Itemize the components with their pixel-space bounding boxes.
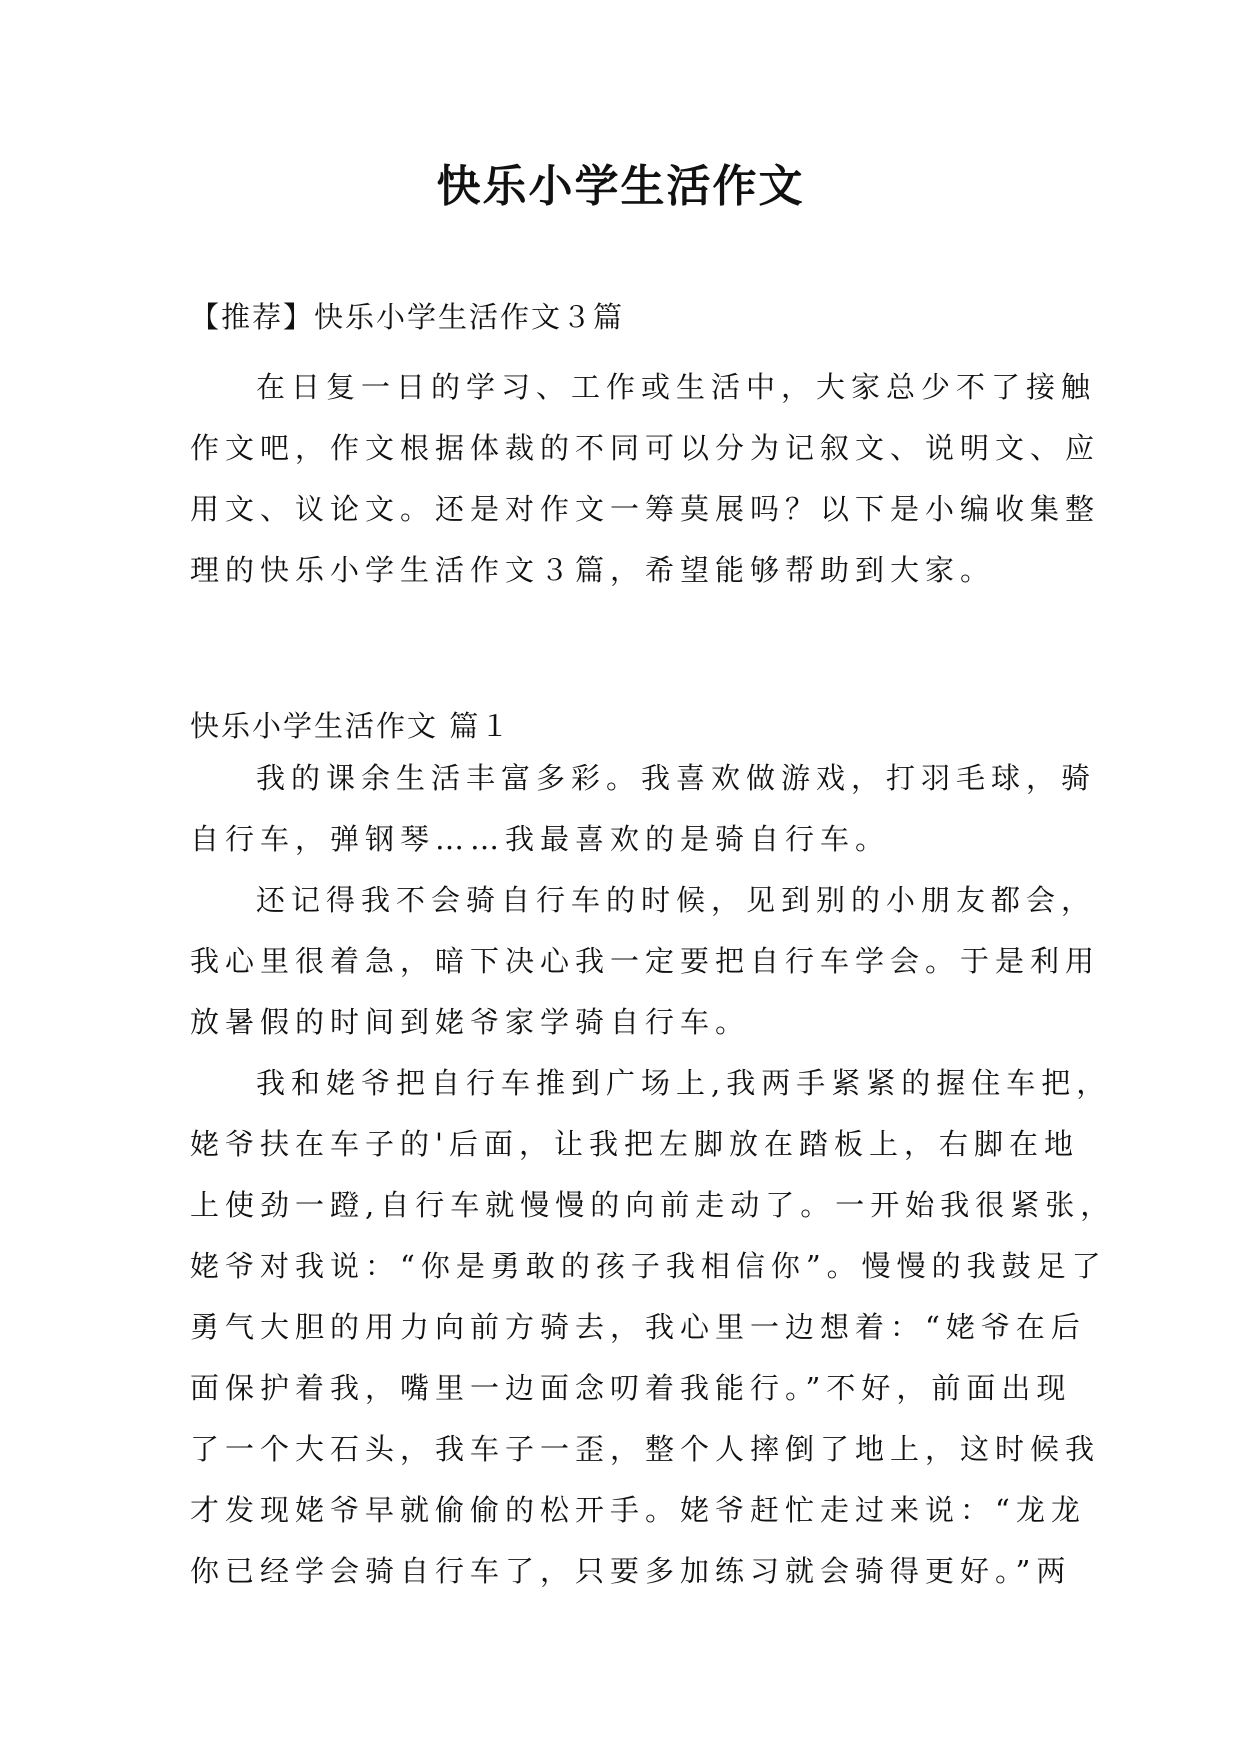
intro-paragraph bbox=[190, 357, 1101, 601]
paragraph-line: 才发现姥爷早就偷偷的松开手。姥爷赶忙走过来说：“龙龙 bbox=[190, 1493, 1086, 1527]
paragraph-line: 姥爷扶在车子的'后面，让我把左脚放在踏板上，右脚在地 bbox=[190, 1127, 1079, 1161]
document-title: 快乐小学生活作文 bbox=[436, 161, 805, 212]
paragraph-line: 还记得我不会骑自行车的时候，见到别的小朋友都会， bbox=[256, 883, 1097, 917]
paragraph-line: 我心里很着急，暗下决心我一定要把自行车学会。于是利用 bbox=[190, 944, 1101, 978]
document-subtitle: 【推荐】快乐小学生活作文３篇 bbox=[190, 300, 625, 334]
paragraph-line: 放暑假的时间到姥爷家学骑自行车。 bbox=[190, 1005, 751, 1039]
paragraph-line: 勇气大胆的用力向前方骑去，我心里一边想着：“姥爷在后 bbox=[190, 1310, 1086, 1344]
paragraph-line: 理的快乐小学生活作文３篇，希望能够帮助到大家。 bbox=[190, 553, 996, 587]
body-paragraph-3 bbox=[190, 1053, 1116, 1602]
paragraph-line: 用文、议论文。还是对作文一筹莫展吗？以下是小编收集整 bbox=[190, 492, 1101, 526]
paragraph-line: 作文吧，作文根据体裁的不同可以分为记叙文、说明文、应 bbox=[190, 431, 1101, 465]
paragraph-line: 我的课余生活丰富多彩。我喜欢做游戏，打羽毛球，骑 bbox=[256, 761, 1097, 795]
section-heading: 快乐小学生活作文 篇１ bbox=[190, 709, 512, 743]
paragraph-line: 自行车，弹钢琴……我最喜欢的是骑自行车。 bbox=[190, 822, 891, 856]
body-paragraph-1 bbox=[190, 748, 1097, 870]
paragraph-line: 面保护着我，嘴里一边面念叨着我能行。”不好，前面出现 bbox=[190, 1371, 1072, 1405]
paragraph-line: 姥爷对我说：“你是勇敢的孩子我相信你”。慢慢的我鼓足了 bbox=[190, 1249, 1107, 1283]
paragraph-line: 在日复一日的学习、工作或生活中，大家总少不了接触 bbox=[256, 370, 1097, 404]
paragraph-line: 我和姥爷把自行车推到广场上,我两手紧紧的握住车把， bbox=[256, 1066, 1112, 1100]
paragraph-line: 上使劲一蹬,自行车就慢慢的向前走动了。一开始我很紧张， bbox=[190, 1188, 1116, 1222]
body-paragraph-2 bbox=[190, 870, 1101, 1053]
paragraph-line: 你已经学会骑自行车了，只要多加练习就会骑得更好。”两 bbox=[190, 1554, 1072, 1588]
paragraph-line: 了一个大石头，我车子一歪，整个人摔倒了地上，这时候我 bbox=[190, 1432, 1101, 1466]
